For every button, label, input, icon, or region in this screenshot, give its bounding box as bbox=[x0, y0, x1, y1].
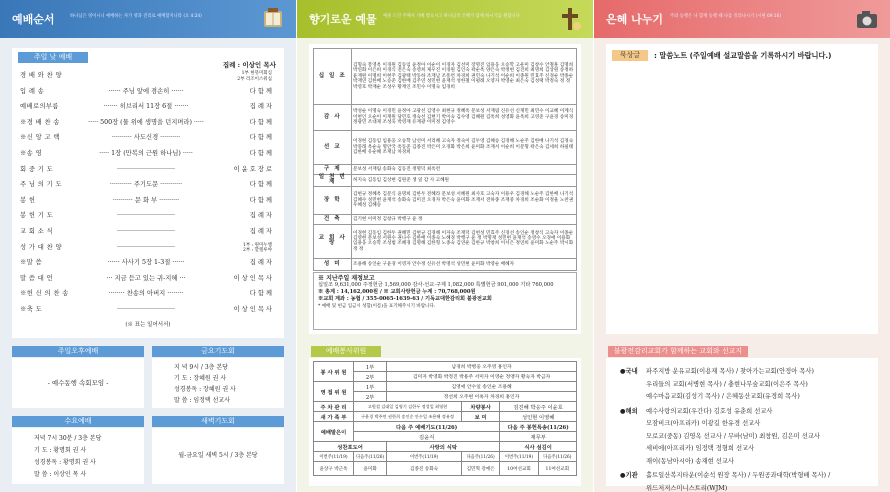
volunteer-row bbox=[314, 402, 577, 412]
volunteer-role: 영 접 위 원 bbox=[314, 382, 354, 402]
sunday-service-panel bbox=[12, 48, 284, 338]
volunteer-row bbox=[314, 442, 577, 452]
offering-category: 건 축 bbox=[314, 214, 352, 224]
order-detail: ····· 1장 (만복의 근원 하나님) ····· bbox=[99, 150, 193, 157]
order-row bbox=[18, 179, 278, 191]
order-row bbox=[18, 148, 278, 160]
meal-week: 이번주(11/19) bbox=[387, 452, 462, 462]
meal-server: 김민혁 강예은 bbox=[461, 462, 499, 476]
finance-label: 감사·선교·구제 bbox=[412, 282, 446, 288]
service-leader: 집례 : 이상인 목사 bbox=[222, 61, 276, 69]
meal-header: 성찬포도어 bbox=[314, 442, 387, 452]
mission-line: 모로코(중동) 김영옥 선교사 / 무바(남미) 최창원, 김은미 선교사 bbox=[646, 432, 820, 440]
offering-table bbox=[313, 48, 577, 271]
offering-category: 교 회 사 랑 bbox=[314, 224, 352, 258]
order-detail: ····························· bbox=[116, 165, 176, 173]
friday-line: 기 도 : 장혜원 권 사 bbox=[174, 375, 227, 382]
offering-names: 조용해 송인순 구윤경 이영자 안수정 신유선 박명석 성민현 윤미화 박영순 배혜자 bbox=[352, 258, 577, 270]
order-row bbox=[18, 288, 278, 300]
order-row bbox=[18, 86, 278, 98]
order-person: 집 례 자 bbox=[249, 259, 272, 267]
volunteer-role: 예배말은이 bbox=[314, 422, 354, 442]
volunteer-names: 김영애 안수일 송인순 조용해 bbox=[387, 382, 577, 392]
order-item: 회 중 기 도 bbox=[20, 165, 54, 173]
offering-title: 향기로운 예물 bbox=[309, 13, 377, 26]
finance-total: ※ 총계 : 14,162,000원 / ※ 교회사랑헌금 누계 : 70,768,000원 bbox=[318, 289, 476, 295]
order-detail: ······ 사사기 5장 1-3절 ······ bbox=[107, 259, 185, 267]
cross-icon bbox=[557, 6, 583, 32]
finance-label: 주정헌금 bbox=[362, 282, 383, 288]
meal-week: 이번주(11/19) bbox=[500, 452, 538, 462]
order-row bbox=[18, 101, 278, 113]
sunday-service-tag: 주일 낮 예배 bbox=[18, 52, 88, 63]
volunteer-role: 새 가 족 부 bbox=[314, 412, 354, 422]
service-volunteers-tag: 예배봉사위원 bbox=[311, 346, 381, 357]
volunteer-role: 보 미 bbox=[461, 412, 499, 422]
meal-week: 다음주(11/26) bbox=[461, 452, 499, 462]
finance-values: 십일조 9,631,000 주정헌금 1,569,000 감사·선교·구제 1,082,000 특별헌금 901,000 기타 760,000 bbox=[318, 282, 554, 288]
worship-order-subtitle: 하나님은 영이시니 예배하는 자가 영과 진리로 예배할지니라 (요 4:24) bbox=[70, 14, 202, 19]
order-person: 다 함 께 bbox=[249, 290, 272, 298]
order-item: 말 씀 대 언 bbox=[20, 274, 54, 282]
offering-names: 이경현 김동임 임용웅 오승학 남선미 서리혜 고숙자 정숙이 김두영 김혜승 김경해 노순주 김한배 나기석 김경숙 박풍래 옥순숙 명안국 옥동준 김종진 박은미 오경화 박은희 윤미화 조재서 이순희 이문형 곽은숙 김세희 하필태 김한배 유순혜 조재남 차경희 bbox=[352, 131, 577, 165]
meditation-panel bbox=[606, 44, 878, 334]
mission-panel bbox=[606, 358, 878, 492]
offering-category: 구 제 bbox=[314, 165, 352, 175]
meal-week: 다음주(11/26) bbox=[354, 452, 387, 462]
order-item: 주 님 의 기 도 bbox=[20, 181, 63, 189]
order-row bbox=[18, 195, 278, 207]
friday-line: 지 녁 9시 / 3층 본당 bbox=[174, 364, 228, 371]
order-item: 경 배 와 찬 양 bbox=[20, 72, 63, 79]
next-special-label: 다음 주 봉헌특송(11/26) bbox=[500, 422, 577, 432]
wednesday-service-panel bbox=[12, 428, 144, 484]
volunteer-row bbox=[314, 372, 577, 382]
offering-names: 김현규 정혜옥 김문식 윤명희 김한두 전혜라 문보성 서혜원 최사호 고숙자 이용우 김경해 노순주 김한배 나기석 김혜수 성민현 윤재석 송화숙 김미진 오경자 박은숙 윤미화 조재서 전하종 조재중 차경희 조순화 이정울 노찬권 우혜성 김혜승 bbox=[352, 186, 577, 214]
order-person: 다 함 께 bbox=[249, 196, 272, 204]
order-person: 다 함 께 bbox=[249, 150, 272, 157]
afternoon-service-tag: 주일오후예배 bbox=[12, 346, 144, 357]
offering-row bbox=[314, 186, 577, 214]
volunteer-part: 1부 bbox=[354, 362, 387, 372]
service-volunteers-panel bbox=[309, 358, 581, 486]
offering-row bbox=[314, 214, 577, 224]
meditation-tag: 묵상글 bbox=[612, 50, 648, 61]
offering-category: 선 교 bbox=[314, 131, 352, 165]
worship-order-title: 예배순서 bbox=[12, 13, 55, 26]
order-item: ※신 앙 고 백 bbox=[20, 134, 60, 142]
offering-row bbox=[314, 175, 577, 187]
next-special-name: 재무부 bbox=[500, 432, 577, 442]
offering-category: 감 사 bbox=[314, 105, 352, 131]
volunteer-table bbox=[313, 361, 577, 476]
order-detail: ··········· 주기도문 ··········· bbox=[109, 181, 183, 189]
offering-panel bbox=[309, 44, 581, 334]
meal-server: 김종진 송화숙 bbox=[387, 462, 462, 476]
meal-week: 이번주(11/19) bbox=[314, 452, 354, 462]
mission-category: ●기관 bbox=[620, 472, 638, 479]
offering-names: 허지숙 김동임 김상현 김원준 생 일 감 사 고혜원 bbox=[352, 175, 577, 187]
offering-category: 장 학 bbox=[314, 186, 352, 214]
order-item: ※송 영 bbox=[20, 150, 43, 157]
order-detail: ····························· bbox=[116, 306, 176, 313]
volunteer-names: 정선희 오주현 이옥자 차경희 홍인자 bbox=[387, 392, 577, 402]
mission-line: 우리들의 교회(서병현 목사) / 충현나무숲교회(이은주 목사) bbox=[646, 380, 808, 388]
offering-subtitle: 예물 드린 주께서 기뻐 받으시고 하나님의 은혜가 함께 하시기를 원합니다 bbox=[383, 14, 520, 19]
volunteer-row bbox=[314, 412, 577, 422]
offering-names: 박성순 이명숙 이경민 윤정아 고광선 김영수 최현규 정혜옥 문보성 서재림 신유선 신재민 최민수 이교혜 이계식 이현인 오순이 이재원 당민호 정숙선 김현기 박이숙 김수영 김혜원 김옥희 성영화 윤옥희 고영준 구윤경 송미경 정광민 조대제 조성욱 박영재 유재광 이미정 김영수 bbox=[352, 105, 577, 131]
order-person: 집 례 자 bbox=[249, 103, 272, 111]
order-row bbox=[18, 132, 278, 144]
order-person: 다 함 께 bbox=[249, 134, 272, 142]
offering-header bbox=[297, 0, 593, 38]
offering-row bbox=[314, 49, 577, 105]
volunteer-part: 1부 bbox=[354, 382, 387, 392]
volunteer-role: 봉 사 위 원 bbox=[314, 362, 354, 382]
dawn-prayer-panel bbox=[152, 428, 284, 484]
volunteer-names: 구윤경 박주연 권한희 송인순 안수일 조용해 정유정 bbox=[354, 412, 462, 422]
mission-line: 재이(동남아시아) 송재현 선교사 bbox=[646, 457, 734, 465]
next-prayer-name: 김윤식 bbox=[354, 432, 500, 442]
volunteer-row bbox=[314, 362, 577, 372]
volunteer-role: 주 차 관 리 bbox=[314, 402, 354, 412]
order-detail: ······· 히브리서 11장 6절 ······· bbox=[103, 103, 189, 111]
wed-line: 기 도 : 황명회 권 사 bbox=[34, 447, 87, 454]
mission-line: 예수마음교회(김성기 목사) / 은혜동산교회(유경희 목사) bbox=[646, 393, 800, 400]
order-row bbox=[18, 257, 278, 269]
order-person: 1부 현뮤미회심 2부 리조이스워십 bbox=[237, 71, 272, 82]
order-detail: ······ 주님 앞에 겸손히 ······ bbox=[108, 87, 184, 95]
bible-icon bbox=[260, 6, 286, 32]
meal-server: 10여선교회 bbox=[500, 462, 538, 476]
meal-server: 윤미화 bbox=[354, 462, 387, 476]
order-row bbox=[18, 210, 278, 222]
offering-names: 김기현 이미정 김창규 박행구 윤 정 bbox=[352, 214, 577, 224]
mission-line: 예수사랑의교회(우간다) 김호성 유춘희 선교사 bbox=[646, 407, 773, 415]
standing-note: (※ 표는 일어서서) bbox=[125, 322, 171, 328]
order-item: ※경 배 찬 송 bbox=[20, 118, 60, 126]
camera-icon bbox=[854, 6, 880, 32]
volunteer-names: 고원섭 김대일 김영기 김한두 정성일 최영현 bbox=[354, 402, 462, 412]
friday-prayer-panel bbox=[152, 358, 284, 408]
friday-prayer-tag: 금요기도회 bbox=[152, 346, 284, 357]
friday-line: 성경봉독 : 장혜원 권 사 bbox=[174, 386, 236, 393]
order-person: 다 함 께 bbox=[249, 118, 272, 126]
order-item: 예배로의부름 bbox=[20, 103, 59, 111]
volunteer-row bbox=[314, 452, 577, 462]
wed-line: 저녁 7시 30분 / 3층 본당 bbox=[34, 435, 102, 442]
order-row bbox=[18, 117, 278, 129]
order-person: 이 윤 호 장 로 bbox=[233, 165, 272, 173]
wed-line: 성경봉독 : 황명회 권 사 bbox=[34, 459, 96, 466]
mission-category: ●국내 bbox=[620, 368, 638, 375]
dawn-prayer-text: 월-금요일 새벽 5시 / 3층 본당 bbox=[178, 452, 258, 459]
finance-label: 십일조 bbox=[318, 282, 334, 288]
volunteer-names: 김진혜 박응주 이윤호 bbox=[500, 402, 577, 412]
meal-week: 다음주(11/26) bbox=[538, 452, 576, 462]
offering-row bbox=[314, 258, 577, 270]
order-person: 집 례 자 bbox=[249, 228, 272, 235]
volunteer-row bbox=[314, 392, 577, 402]
order-detail: ····························· bbox=[116, 212, 176, 220]
grace-title: 은혜 나누기 bbox=[606, 13, 663, 26]
mission-line: 위드저저스미니스트리(WJM) bbox=[646, 484, 728, 492]
meal-header: 사랑의 식탁 bbox=[387, 442, 500, 452]
order-detail: ····························· bbox=[116, 228, 176, 235]
order-item: 봉 헌 bbox=[20, 196, 36, 204]
mission-line: 모잠비크(아프리카) 이광길 한유경 선교사 bbox=[646, 420, 761, 427]
order-person: 집 례 자 bbox=[249, 212, 272, 220]
order-detail: ·········· 사도신경 ·········· bbox=[111, 134, 181, 142]
wed-line: 말 씀 : 이상인 목 사 bbox=[34, 471, 87, 478]
order-person: 다 함 께 bbox=[249, 87, 272, 95]
offering-category: 일 천 번 제 bbox=[314, 175, 352, 187]
order-detail: ·········· 문 화 부 ·········· bbox=[112, 196, 180, 204]
wednesday-service-tag: 수요예배 bbox=[12, 416, 144, 427]
volunteer-names: 남경희 박병웅 오주영 홍인자 bbox=[387, 362, 577, 372]
dawn-prayer-tag: 새벽기도회 bbox=[152, 416, 284, 427]
volunteer-row bbox=[314, 382, 577, 392]
bank-account: ※교회 계좌 : 농협 / 355-0065-1639-63 / 기독교대한감리회 불광전교회 bbox=[318, 296, 492, 302]
offering-names: 김형숙 봉영옥 이경원 김동임 윤정아 이순이 이경자 김선미 장명진 임용웅 오승학 고운미 김창수 안철훈 김명희 박연화 이은희 이경식 전은숙 송영희 제우진 이경원 김인숙 곽순옥 양은숙 박정현 김진희 최명희 김상원 송정하 윤재원 이명희 이현주 김광태 박동하 조재남 조흥련 차경희 권민숙 나기석 이순희 이종원 민효주 신경순 박종순 박재연 김한배 노승준 김한배 김주연 성민현 윤재석 성한철 이평례 오영자 박영순 최은숙 김성택 박정숙 정 정 박영호 박재순 조성우 황재인 조민수 이명숙 임경희 bbox=[352, 49, 577, 105]
offering-row bbox=[314, 224, 577, 258]
order-detail: ··· 지금 듣고 있는 귀-지혜 ··· bbox=[106, 274, 186, 282]
meal-header: 식사 섬김이 bbox=[500, 442, 577, 452]
next-prayer-label: 다음 주 예배기도(11/26) bbox=[354, 422, 500, 432]
grace-header bbox=[594, 0, 890, 38]
order-row bbox=[18, 304, 278, 316]
afternoon-service-panel bbox=[12, 358, 144, 408]
finance-title: ※ 지난주일 재정보고 bbox=[318, 275, 375, 282]
offering-category: 성 미 bbox=[314, 258, 352, 270]
finance-label: 특별헌금 bbox=[475, 282, 496, 288]
order-item: 봉 헌 기 도 bbox=[20, 212, 54, 220]
grace-sharing-page bbox=[594, 0, 890, 492]
order-person: 이 상 인 목 사 bbox=[233, 274, 272, 282]
offering-row bbox=[314, 105, 577, 131]
order-item: 교 회 소 식 bbox=[20, 228, 54, 235]
mission-line: 세비에(아프리카) 임정택 정형희 선교사 bbox=[646, 445, 755, 452]
order-item: ※헌 신 의 찬 송 bbox=[20, 290, 69, 298]
meditation-instruction: : 말씀노트 (주일예배 설교말씀을 기록하시기 바랍니다.) bbox=[654, 51, 832, 60]
volunteer-part: 2부 bbox=[354, 392, 387, 402]
worship-order-header bbox=[0, 0, 296, 38]
mission-category: ●해외 bbox=[620, 407, 638, 415]
mission-tag: 불광전감리교회가 함께하는 교회와 선교지 bbox=[608, 346, 748, 357]
volunteer-names: 김미자 박영화 박정진 박용주 서미자 이영순 정앵자 황숙자 박금자 bbox=[387, 372, 577, 382]
order-row bbox=[18, 70, 278, 82]
order-row bbox=[18, 242, 278, 254]
order-detail: ········ 찬송의 아버지 ········ bbox=[108, 290, 184, 298]
order-row bbox=[18, 273, 278, 285]
volunteer-role: 차량봉사 bbox=[461, 402, 499, 412]
volunteer-part: 2부 bbox=[354, 372, 387, 382]
order-detail: ····· 500장 (물 위에 생명을 던지며라) ····· bbox=[88, 118, 204, 126]
offering-category: 십 일 조 bbox=[314, 49, 352, 105]
volunteer-row bbox=[314, 462, 577, 476]
order-item: 입 례 송 bbox=[20, 87, 45, 95]
order-person: 이 상 인 목 사 bbox=[233, 306, 272, 313]
volunteer-row bbox=[314, 422, 577, 432]
worship-order-page bbox=[0, 0, 296, 492]
volunteer-row bbox=[314, 432, 577, 442]
order-person: 1부 : 원미누엘 2부 : 할렐루야 bbox=[243, 242, 272, 254]
offering-page bbox=[297, 0, 593, 492]
volunteer-names: 성인현 이영혜 bbox=[500, 412, 577, 422]
afternoon-service-text: - 예수동행 속회모임 - bbox=[47, 379, 109, 387]
mission-line: 파주지방 운유교회(이용재 목사) / 찾아가는교회(안정아 목사) bbox=[646, 368, 814, 375]
grace-subtitle: 주와 동행은 나 함께 동행 때 나를 길러나시기 (시편 69:16) bbox=[670, 14, 782, 19]
offering-row bbox=[314, 165, 577, 175]
order-item: ※축 도 bbox=[20, 306, 43, 313]
order-detail: ····························· bbox=[116, 243, 176, 251]
finance-label: 기타 bbox=[520, 282, 531, 288]
order-row bbox=[18, 164, 278, 176]
offering-names: 이경현 김동임 김한두 권혜민 김현규 김경해 이자숙 조재덕 김현성 민효주 신경선 송인순 정창식 고숙자 이종순 김영현 문보성 서원수 권나수 김한배 이종숙 노혜경 박행구 윤 정 박명재 성민현 윤재석 송영수 오경애 이용화 임용웅 오승학 조성범 조혜경 김명해 김한형 노종숙 김연운 김한규 박창희 이서은 정연희 윤미화 노순주 박시화 정 정 bbox=[352, 224, 577, 258]
offering-names: 문보성 서재림 송화숙 김동진 정명덕 최옥련 bbox=[352, 165, 577, 175]
bank-account-note: * 예배 및 헌금 입금시 성함(이름)을 표기해주시기 바랍니다. bbox=[318, 304, 436, 309]
meal-server: 윤상구 박근옥 bbox=[314, 462, 354, 476]
order-person: 다 함 께 bbox=[249, 181, 272, 189]
order-item: ※말 씀 bbox=[20, 259, 43, 267]
offering-row bbox=[314, 131, 577, 165]
order-row bbox=[18, 226, 278, 238]
finance-summary bbox=[313, 272, 577, 330]
meal-server: 11여선교회 bbox=[538, 462, 576, 476]
friday-line: 말 씀 : 임정택 선교사 bbox=[174, 397, 231, 404]
order-item: 성 가 대 찬 양 bbox=[20, 243, 63, 251]
mission-line: 홀트일산복지타운(이순석 원장 목사) / 두원공과대학(박형배 목사) / bbox=[646, 472, 831, 479]
